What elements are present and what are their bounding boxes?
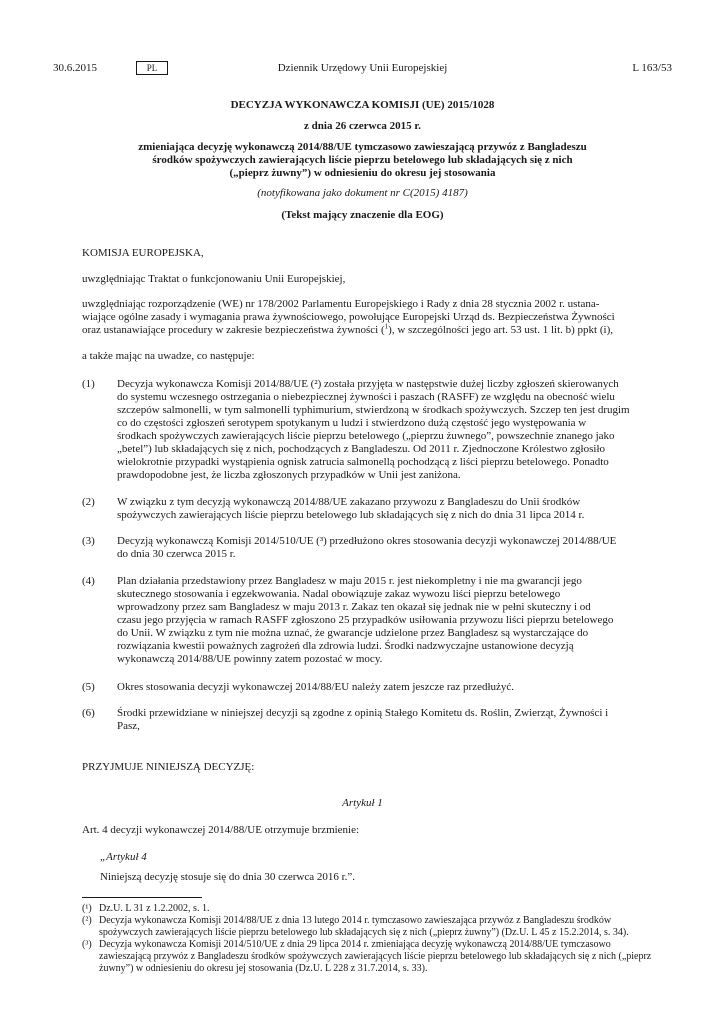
recital-number: (6) — [82, 707, 95, 719]
header-date: 30.6.2015 — [53, 62, 97, 74]
footnote-3 — [82, 939, 672, 975]
preamble-whereas: a także mając na uwadze, co następuje: — [82, 350, 255, 362]
recital-line: „betel”) lub składających się z nich, pochodzących z Bangladeszu. Od 2011 r. Zjednoczone Królestwo zgłosiło — [117, 443, 606, 455]
recital-line: środkach spożywczych zawierających liście pieprzu betelowego („pieprzu żuwnego”, powszechnie znanego jako — [117, 430, 615, 442]
decision-subject-line-1: zmieniająca decyzję wykonawczą 2014/88/UE tymczasowo zawieszającą przywóz z Bangladeszu — [138, 141, 587, 153]
footnote-line: Decyzja wykonawcza Komisji 2014/88/UE z dnia 13 lutego 2014 r. tymczasowo zawieszająca przywóz z Bangladeszu środków — [99, 915, 612, 926]
article-intro: Art. 4 decyzji wykonawczej 2014/88/UE otrzymuje brzmienie: — [82, 824, 360, 836]
decision-subject-line-3: („pieprz żuwny”) w odniesieniu do okresu jej stosowania — [229, 167, 496, 179]
recital-line: Decyzja wykonawcza Komisji 2014/88/UE (²) została przyjęta w następstwie dużej liczby zgłoszeń skierowanych — [117, 378, 619, 390]
recital-number: (5) — [82, 681, 95, 693]
recital-2 — [82, 496, 672, 522]
preamble-regulation-line: uwzględniając rozporządzenie (WE) nr 178/2002 Parlamentu Europejskiego i Rady z dnia 28 stycznia 2002 r. ustana- — [82, 298, 600, 310]
quoted-article-text: Niniejszą decyzję stosuje się do dnia 30 czerwca 2016 r.”. — [100, 871, 356, 883]
recital-line: W związku z tym decyzją wykonawczą 2014/88/UE zakazano przywozu z Bangladeszu do Unii środków — [117, 496, 581, 508]
decision-date: z dnia 26 czerwca 2015 r. — [304, 120, 421, 132]
preamble-regulation-line: oraz ustanawiające procedury w zakresie bezpieczeństwa żywności ($^1$), w szczególności jego art. 53 ust. 1 lit. b) ppkt (i), — [82, 322, 613, 336]
recital-line: wielokrotnie przypadki wystąpienia ognisk zatrucia salmonellą pochodzącą z liści pieprzu betelowego. Ponadto — [117, 456, 609, 468]
recital-line: Decyzją wykonawczą Komisji 2014/510/UE (³) przedłużono okres stosowania decyzji wykonawczej 2014/88/UE — [117, 535, 617, 547]
recital-line: Plan działania przedstawiony przez Bangladesz w maju 2015 r. jest niekompletny i nie ma gwarancji jego — [117, 575, 582, 587]
recital-number: (4) — [82, 575, 95, 587]
footnote-number: (³) — [82, 939, 92, 950]
recital-3 — [82, 535, 672, 561]
quoted-article-heading: „Artykuł 4 — [100, 851, 147, 863]
recital-line: skutecznego stosowania i egzekwowania. Nadal obowiązuje zakaz wywozu liści pieprzu betelowego — [117, 588, 561, 600]
preamble-commission: KOMISJA EUROPEJSKA, — [82, 247, 204, 259]
recital-line: Pasz, — [117, 720, 140, 732]
decision-subject-line-2: środków spożywczych zawierających liście pieprzu betelowego lub składających się z nich — [152, 154, 573, 166]
recital-number: (1) — [82, 378, 95, 390]
recital-line: do Unii. W związku z tym nie można uznać, że gwarancje udzielone przez Bangladesz są wystarczające do — [117, 627, 589, 639]
footnote-ref-1[interactable]: 1 — [384, 322, 389, 331]
recital-line: wykonawczą 2014/88/UE powinny zatem pozostać w mocy. — [117, 653, 383, 665]
recital-4 — [82, 575, 672, 666]
header-reference: L 163/53 — [632, 62, 672, 74]
recital-line: prawdopodobne jest, że liczba zgłoszonych przypadków w Unii jest zaniżona. — [117, 469, 461, 481]
footnote-separator — [82, 897, 202, 898]
header-journal-title: Dziennik Urzędowy Unii Europejskiej — [277, 62, 448, 74]
recital-1 — [82, 378, 672, 482]
recital-line: Środki przewidziane w niniejszej decyzji są zgodne z opinią Stałego Komitetu ds. Roślin, Zwierząt, Żywności i — [117, 707, 609, 719]
footnote-line: Decyzja wykonawcza Komisji 2014/510/UE z dnia 29 lipca 2014 r. zmieniająca decyzję wykonawczą 2014/88/UE tymczasowo — [99, 939, 611, 950]
footnote-number: (¹) — [82, 903, 92, 914]
footnote-number: (²) — [82, 915, 92, 926]
recital-6 — [82, 707, 672, 733]
recital-line: czasu jego przyjęcia w ramach RASFF zgłoszono 25 przypadków usiłowania przywozu liści pieprzu betelowego — [117, 614, 614, 626]
recital-number: (3) — [82, 535, 95, 547]
recital-line: szczepów salmonelli, w tym salmonelli typhimurium, stwierdzoną w środkach spożywczych. Szczep ten jest drugim — [117, 404, 630, 416]
preamble-regulation-line: wiające ogólne zasady i wymagania prawa żywnościowego, powołujące Europejski Urząd ds. Bezpieczeństwa Żywności — [82, 311, 615, 323]
footnote-1 — [82, 903, 672, 915]
recital-5 — [82, 681, 672, 694]
footnote-line: żuwny”) w odniesieniu do okresu jej stosowania (Dz.U. L 228 z 31.7.2014, s. 33). — [99, 963, 428, 974]
recital-line: co do częstości zgłoszeń serotypem spotykanym u ludzi i stwierdzono dużą częstość jego występowania w — [117, 417, 587, 429]
decision-title: DECYZJA WYKONAWCZA KOMISJI (UE) 2015/1028 — [230, 99, 495, 111]
preamble-regulation — [82, 298, 672, 337]
preamble-treaty: uwzględniając Traktat o funkcjonowaniu Unii Europejskiej, — [82, 273, 346, 285]
footnote-line: zawieszającą przywóz z Bangladeszu środków spożywczych zawierających liście pieprzu betelowego lub składających się z nich („pieprz — [99, 951, 652, 962]
recital-number: (2) — [82, 496, 95, 508]
recital-line: do systemu wczesnego ostrzegania o niebezpiecznej żywności i paszach (RASFF) ze względu na obecność wielu — [117, 391, 615, 403]
eea-relevance: (Tekst mający znaczenie dla EOG) — [281, 209, 444, 221]
recital-line: rozwiązania kwestii poważnych zagrożeń dla zdrowia ludzi. Środki nadzwyczajne ustanowione decyzją — [117, 640, 574, 652]
footnote-2 — [82, 915, 672, 939]
footnote-line: Dz.U. L 31 z 1.2.2002, s. 1. — [99, 903, 210, 914]
recital-line: wprowadzony przez sam Bangladesz w maju 2013 r. Zakaz ten okazał się jednak nie w pełni skuteczny i od — [117, 601, 591, 613]
recital-line: do dnia 30 czerwca 2015 r. — [117, 548, 236, 560]
header-language-box: PL — [136, 61, 168, 75]
recital-line: spożywczych zawierających liście pieprzu betelowego lub składających się z nich do dnia 31 lipca 2014 r. — [117, 509, 585, 521]
article-heading: Artykuł 1 — [342, 797, 383, 809]
recital-line: Okres stosowania decyzji wykonawczej 2014/88/EU należy zatem jeszcze raz przedłużyć. — [117, 681, 515, 693]
footnote-line: spożywczych zawierających liście pieprzu betelowego lub składających się z nich („pieprz żuwny”) (Dz.U. L 45 z 15.2.2014, s. 34). — [99, 927, 629, 938]
notification-reference: (notyfikowana jako dokument nr C(2015) 4187) — [257, 187, 468, 199]
adoption-formula: PRZYJMUJE NINIEJSZĄ DECYZJĘ: — [82, 761, 255, 773]
